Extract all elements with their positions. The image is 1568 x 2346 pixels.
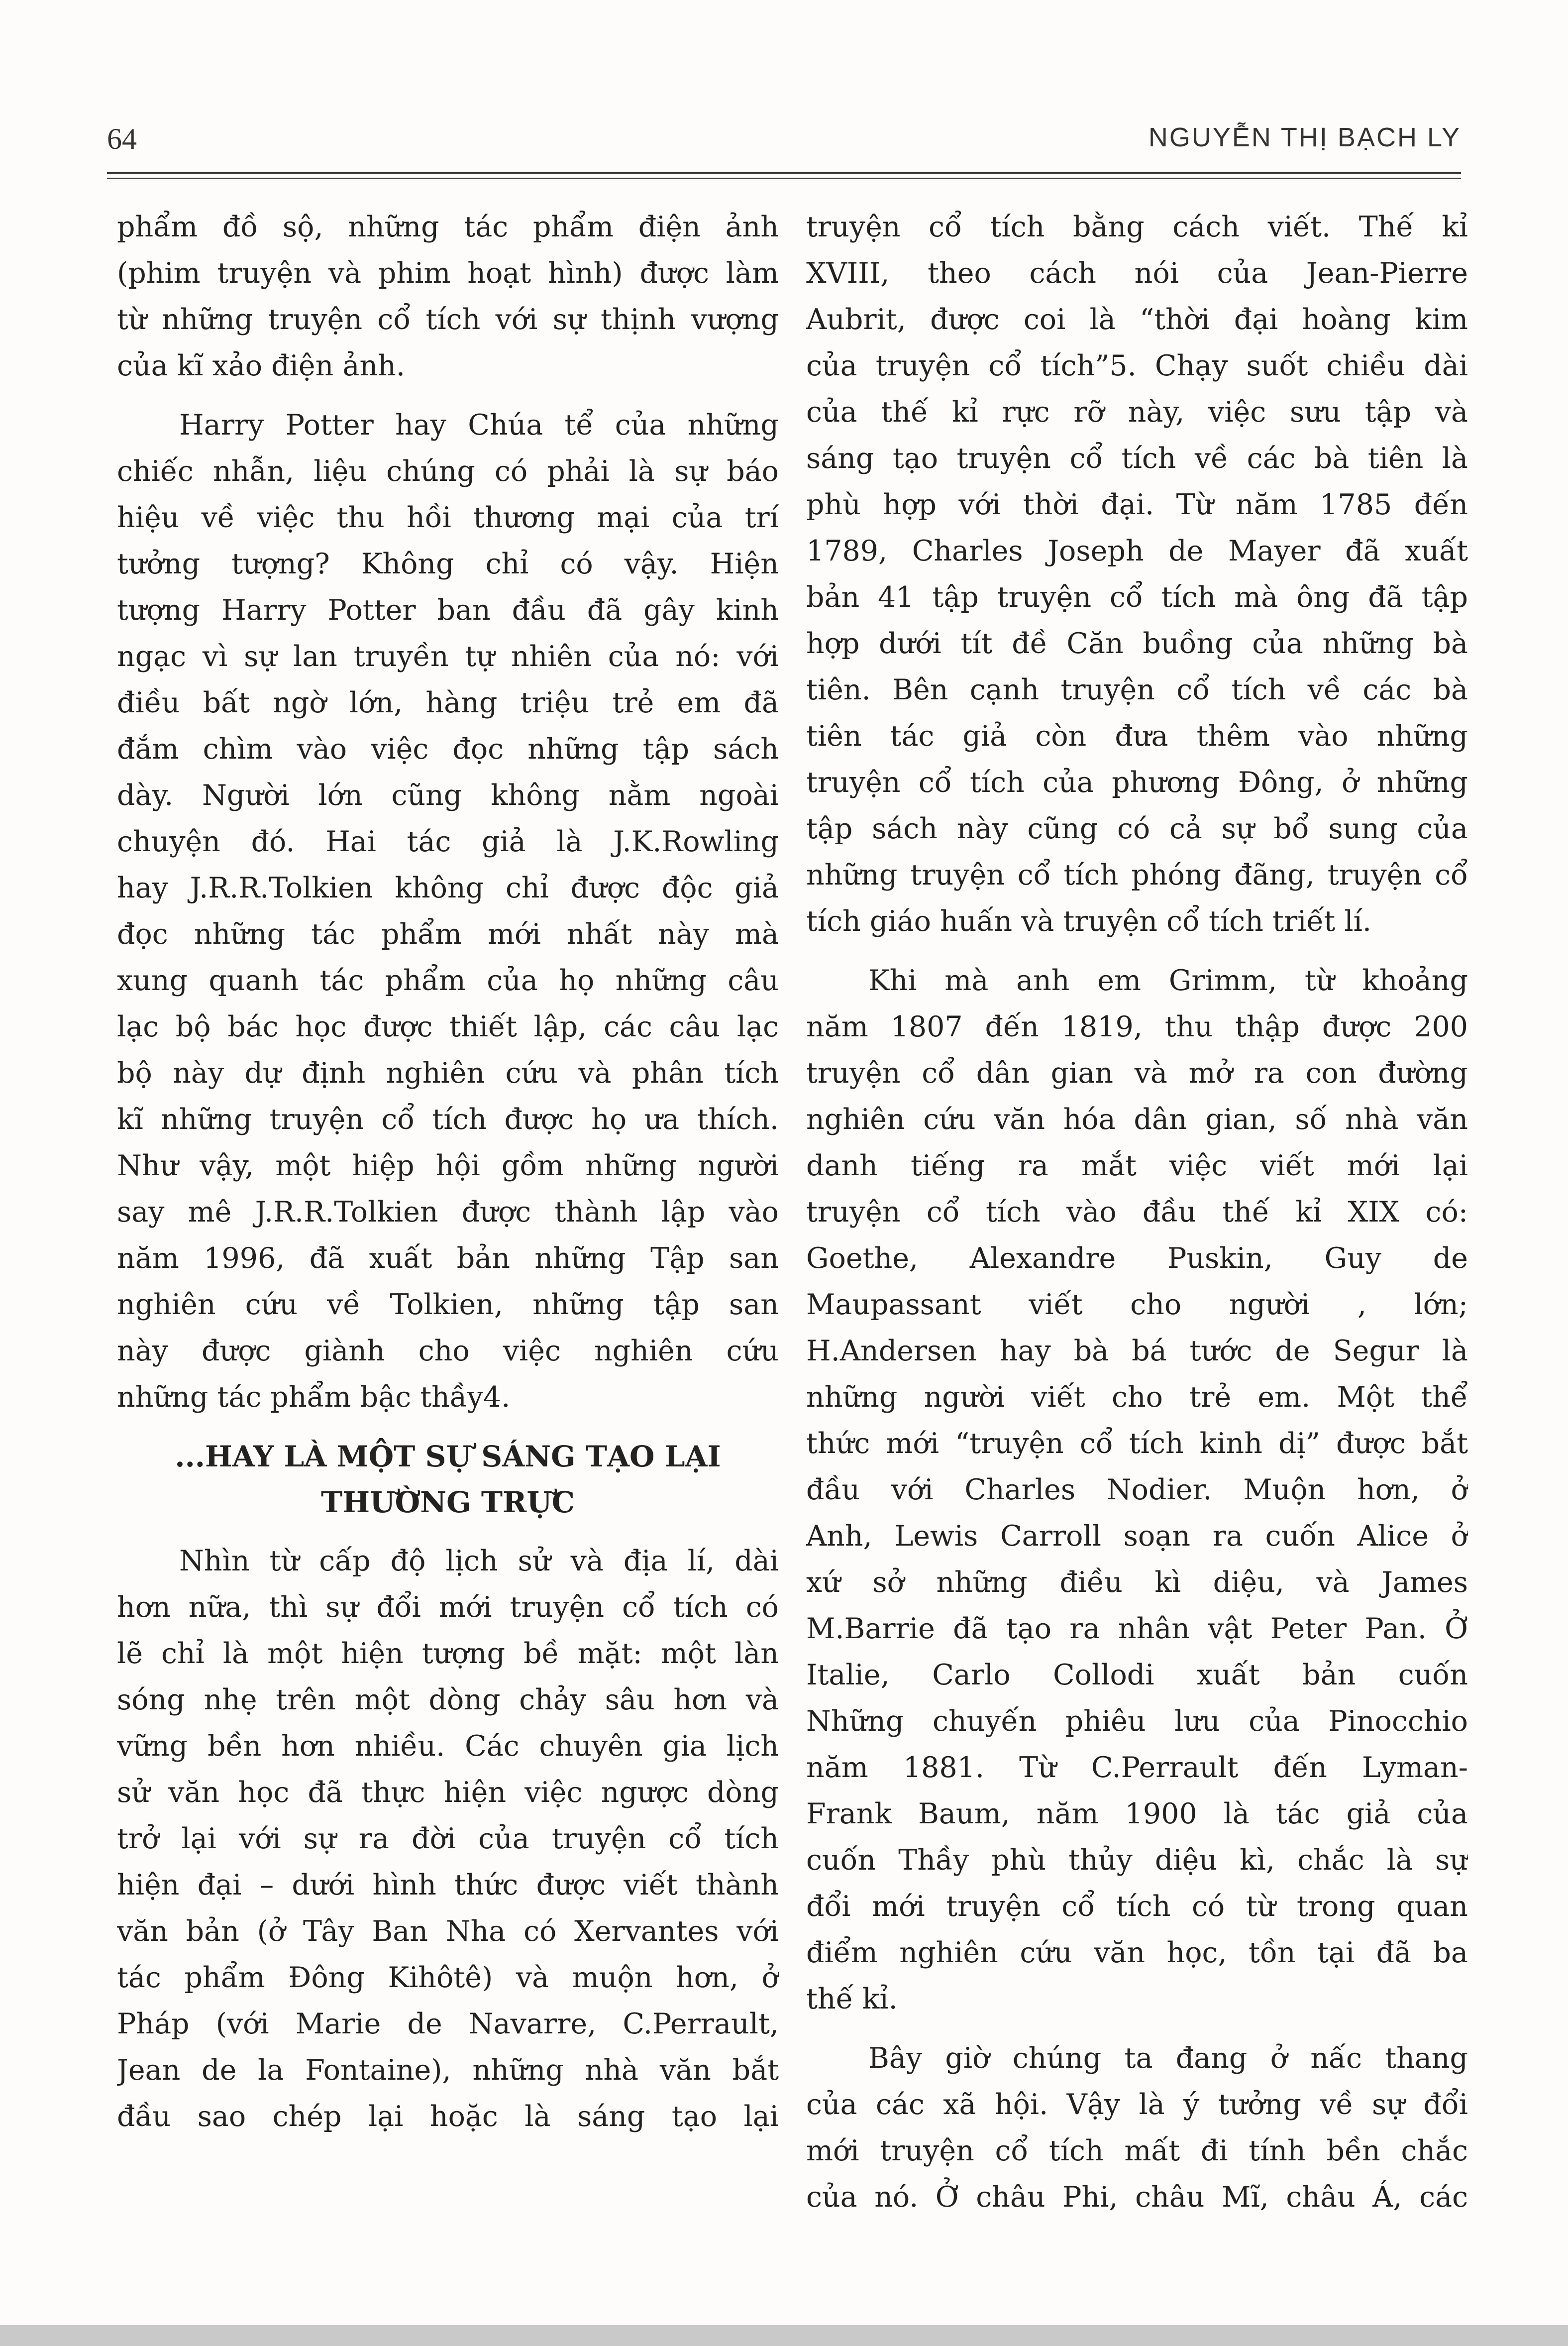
text-line: Jean de la Fontaine), những nhà văn bắt — [117, 2054, 779, 2087]
paragraph — [117, 1538, 779, 2140]
text-line: Bây giờ chúng ta đang ở nấc thang — [868, 2042, 1468, 2075]
text-line: từ những truyện cổ tích với sự thịnh vượng — [117, 303, 779, 336]
text-line: tiên tác giả còn đưa thêm vào những — [806, 720, 1468, 753]
text-line: Anh, Lewis Carroll soạn ra cuốn Alice ở — [806, 1520, 1468, 1553]
text-line: đầu sao chép lại hoặc là sáng tạo lại — [117, 2100, 779, 2133]
text-line: Goethe, Alexandre Puskin, Guy de — [806, 1242, 1468, 1275]
header-rule-thick — [107, 172, 1461, 174]
text-line: Như vậy, một hiệp hội gồm những người — [117, 1149, 779, 1182]
text-line: dày. Người lớn cũng không nằm ngoài — [117, 779, 779, 812]
text-line: phẩm đồ sộ, những tác phẩm điện ảnh — [117, 211, 779, 243]
text-line: thức mới “truyện cổ tích kinh dị” được bắt — [806, 1427, 1468, 1460]
text-line: tưởng tượng? Không chỉ có vậy. Hiện — [117, 548, 779, 580]
text-line: của kĩ xảo điện ảnh. — [117, 349, 405, 382]
text-line: chuyện đó. Hai tác giả là J.K.Rowling — [117, 825, 779, 858]
text-line: tiên. Bên cạnh truyện cổ tích về các bà — [806, 673, 1468, 706]
text-line: bản 41 tập truyện cổ tích mà ông đã tập — [806, 581, 1468, 614]
text-line: điều bất ngờ lớn, hàng triệu trẻ em đã — [117, 686, 779, 719]
text-line: sóng nhẹ trên một dòng chảy sâu hơn và — [117, 1683, 779, 1716]
text-line: tượng Harry Potter ban đầu đã gây kinh — [117, 594, 779, 627]
header-rule-thin — [107, 178, 1461, 179]
text-line: sử văn học đã thực hiện việc ngược dòng — [117, 1776, 779, 1809]
text-line: Pháp (với Marie de Navarre, C.Perrault, — [117, 2008, 779, 2040]
scan-edge-bar — [0, 2325, 1568, 2346]
text-line: xứ sở những điều kì diệu, và James — [806, 1566, 1468, 1599]
text-line: chiếc nhẫn, liệu chúng có phải là sự báo — [117, 455, 779, 488]
text-line: những truyện cổ tích phóng đãng, truyện cổ — [806, 859, 1468, 892]
text-line: Maupassant viết cho người , lớn; — [806, 1288, 1468, 1321]
text-line: Khi mà anh em Grimm, từ khoảng — [868, 964, 1468, 997]
text-line: ngạc vì sự lan truyền tự nhiên của nó: với — [117, 640, 779, 673]
text-line: hợp dưới tít đề Căn buồng của những bà — [806, 627, 1468, 660]
text-line: Frank Baum, năm 1900 là tác giả của — [806, 1797, 1468, 1830]
text-line: trở lại với sự ra đời của truyện cổ tích — [117, 1822, 779, 1855]
text-line: vững bền hơn nhiều. Các chuyên gia lịch — [117, 1730, 779, 1763]
text-line: thế kỉ. — [806, 1983, 898, 2015]
text-line: của thế kỉ rực rỡ này, việc sưu tập và — [806, 396, 1468, 429]
text-line: tác phẩm Đông Kihôtê) và muộn hơn, ở — [117, 1961, 779, 1994]
text-line: nghiên cứu văn hóa dân gian, số nhà văn — [806, 1103, 1468, 1136]
text-line: Những chuyến phiêu lưu của Pinocchio — [806, 1705, 1468, 1738]
text-line: đọc những tác phẩm mới nhất này mà — [117, 918, 779, 951]
heading-line: THƯỜNG TRỰC — [321, 1485, 575, 1519]
left-column — [117, 204, 779, 2140]
text-line: Harry Potter hay Chúa tể của những — [179, 409, 779, 442]
text-line: say mê J.R.R.Tolkien được thành lập vào — [117, 1196, 779, 1229]
text-line: hay J.R.R.Tolkien không chỉ được độc giả — [117, 872, 779, 904]
text-line: xung quanh tác phẩm của họ những câu — [117, 964, 779, 997]
text-line: năm 1996, đã xuất bản những Tập san — [117, 1242, 779, 1275]
text-line: đắm chìm vào việc đọc những tập sách — [117, 733, 779, 766]
page-header — [107, 122, 1461, 167]
text-line: phù hợp với thời đại. Từ năm 1785 đến — [806, 488, 1468, 521]
paragraph — [117, 402, 779, 1421]
text-line: tích giáo huấn và truyện cổ tích triết lí. — [806, 905, 1371, 938]
text-line: truyện cổ tích của phương Đông, ở những — [806, 766, 1468, 799]
text-line: 1789, Charles Joseph de Mayer đã xuất — [806, 535, 1468, 567]
text-line: Aubrit, được coi là “thời đại hoàng kim — [806, 303, 1468, 336]
text-line: đầu với Charles Nodier. Muộn hơn, ở — [806, 1473, 1468, 1506]
text-line: truyện cổ dân gian và mở ra con đường — [806, 1057, 1468, 1090]
text-line: điểm nghiên cứu văn học, tồn tại đã ba — [806, 1936, 1468, 1969]
text-line: sáng tạo truyện cổ tích về các bà tiên là — [806, 442, 1468, 475]
paragraph — [117, 204, 779, 389]
text-line: Nhìn từ cấp độ lịch sử và địa lí, dài — [179, 1545, 779, 1577]
text-line: XVIII, theo cách nói của Jean-Pierre — [806, 257, 1468, 290]
text-line: những người viết cho trẻ em. Một thể — [806, 1381, 1468, 1414]
page-number: 64 — [107, 122, 137, 155]
text-line: mới truyện cổ tích mất đi tính bền chắc — [806, 2134, 1468, 2167]
text-line: những tác phẩm bậc thầy4. — [117, 1381, 511, 1414]
text-line: hơn nữa, thì sự đổi mới truyện cổ tích có — [117, 1591, 779, 1624]
text-line: cuốn Thầy phù thủy diệu kì, chắc là sự — [806, 1844, 1468, 1877]
text-line: truyện cổ tích vào đầu thế kỉ XIX có: — [806, 1196, 1468, 1229]
text-line: bộ này dự định nghiên cứu và phân tích — [117, 1057, 779, 1090]
text-line: hiện đại – dưới hình thức được viết thành — [117, 1869, 779, 1901]
running-head: NGUYỄN THỊ BẠCH LY — [1148, 122, 1461, 152]
text-line: tập sách này cũng có cả sự bổ sung của — [806, 812, 1468, 845]
paragraph — [806, 958, 1468, 2022]
text-line: của nó. Ở châu Phi, châu Mĩ, châu Á, các — [806, 2181, 1468, 2214]
text-line: danh tiếng ra mắt việc viết mới lại — [806, 1149, 1468, 1182]
right-column — [806, 204, 1468, 2221]
text-line: năm 1881. Từ C.Perrault đến Lyman- — [806, 1751, 1468, 1784]
heading-line: ...HAY LÀ MỘT SỰ SÁNG TẠO LẠI — [175, 1440, 721, 1473]
text-line: M.Barrie đã tạo ra nhân vật Peter Pan. Ở — [806, 1612, 1468, 1645]
text-line: lạc bộ bác học được thiết lập, các câu lạc — [117, 1010, 779, 1043]
text-line: (phim truyện và phim hoạt hình) được làm — [117, 257, 779, 290]
text-line: văn bản (ở Tây Ban Nha có Xervantes với — [117, 1915, 779, 1948]
text-line: truyện cổ tích bằng cách viết. Thế kỉ — [806, 211, 1468, 243]
text-line: này được giành cho việc nghiên cứu — [117, 1335, 779, 1367]
text-line: nghiên cứu về Tolkien, những tập san — [117, 1288, 779, 1321]
text-line: đổi mới truyện cổ tích có từ trong quan — [806, 1890, 1468, 1923]
text-line: Italie, Carlo Collodi xuất bản cuốn — [806, 1659, 1468, 1691]
text-line: của truyện cổ tích”5. Chạy suốt chiều dài — [806, 349, 1468, 382]
text-line: năm 1807 đến 1819, thu thập được 200 — [806, 1010, 1468, 1043]
paragraph — [806, 2035, 1468, 2221]
text-line: lẽ chỉ là một hiện tượng bề mặt: một làn — [117, 1637, 779, 1670]
text-line: hiệu về việc thu hồi thương mại của trí — [117, 501, 779, 534]
text-line: H.Andersen hay bà bá tước de Segur là — [806, 1335, 1468, 1367]
text-line: kĩ những truyện cổ tích được họ ưa thích. — [117, 1103, 779, 1136]
text-line: của các xã hội. Vậy là ý tưởng về sự đổi — [806, 2088, 1468, 2121]
paragraph — [806, 204, 1468, 945]
section-heading — [117, 1434, 779, 1525]
